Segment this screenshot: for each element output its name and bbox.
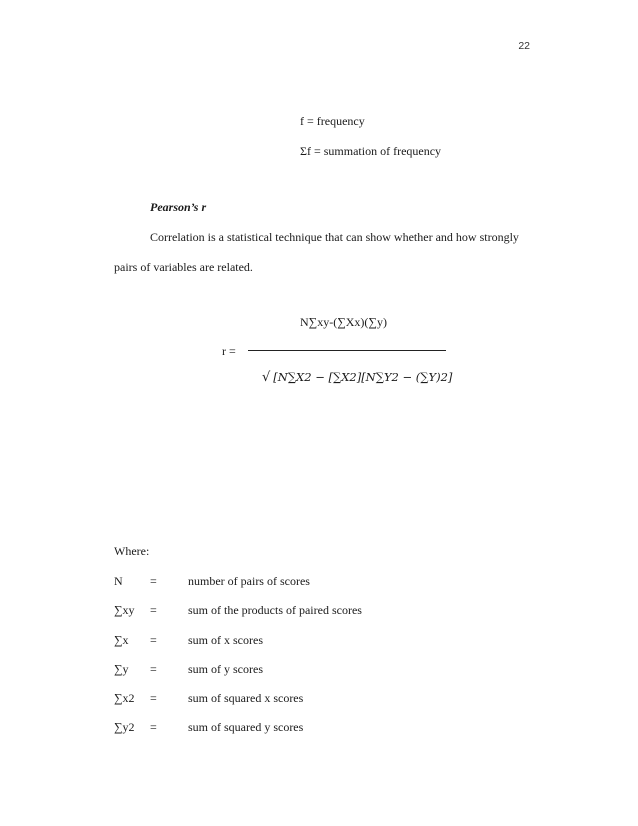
definition-row [114,603,534,619]
definition-row [114,720,534,736]
definition-row [114,662,534,678]
definition-equals: = [150,720,157,734]
definition-symbol: ∑y2 [114,720,135,734]
page-number: 22 [518,40,530,52]
definition-symbol: N [114,574,123,588]
formula-denominator-text: [N∑X2 − [∑X2][N∑Y2 − (∑Y)2] [273,370,453,384]
definition-equals: = [150,574,157,588]
definition-equals: = [150,691,157,705]
definition-symbol: ∑x2 [114,691,135,705]
definition-description: sum of y scores [188,662,263,676]
summation-frequency-definition: Σf = summation of frequency [300,144,442,158]
definition-symbol: ∑xy [114,603,135,617]
definition-row [114,633,534,649]
definition-row [114,574,534,590]
definition-description: sum of x scores [188,633,263,647]
sqrt-symbol: √ [262,370,271,385]
paragraph-line-1: Correlation is a statistical technique that can show whether and how strongly [150,230,519,244]
definition-symbol: ∑y [114,662,129,676]
definition-description: sum of squared x scores [188,691,304,705]
formula-lhs: r = [222,344,236,358]
paragraph-line-2: pairs of variables are related. [114,260,253,274]
definition-symbol: ∑x [114,633,129,647]
definition-equals: = [150,662,157,676]
definition-description: number of pairs of scores [188,574,310,588]
formula-numerator: N∑xy-(∑Xx)(∑y) [300,315,387,329]
fraction-bar [248,350,446,351]
definition-equals: = [150,633,157,647]
definition-description: sum of squared y scores [188,720,304,734]
definition-description: sum of the products of paired scores [188,603,362,617]
section-heading: Pearson’s r [150,200,207,214]
frequency-definition: f = frequency [300,114,365,128]
formula-denominator [262,370,452,385]
definition-equals: = [150,603,157,617]
where-label: Where: [114,544,150,558]
definition-row [114,691,534,707]
